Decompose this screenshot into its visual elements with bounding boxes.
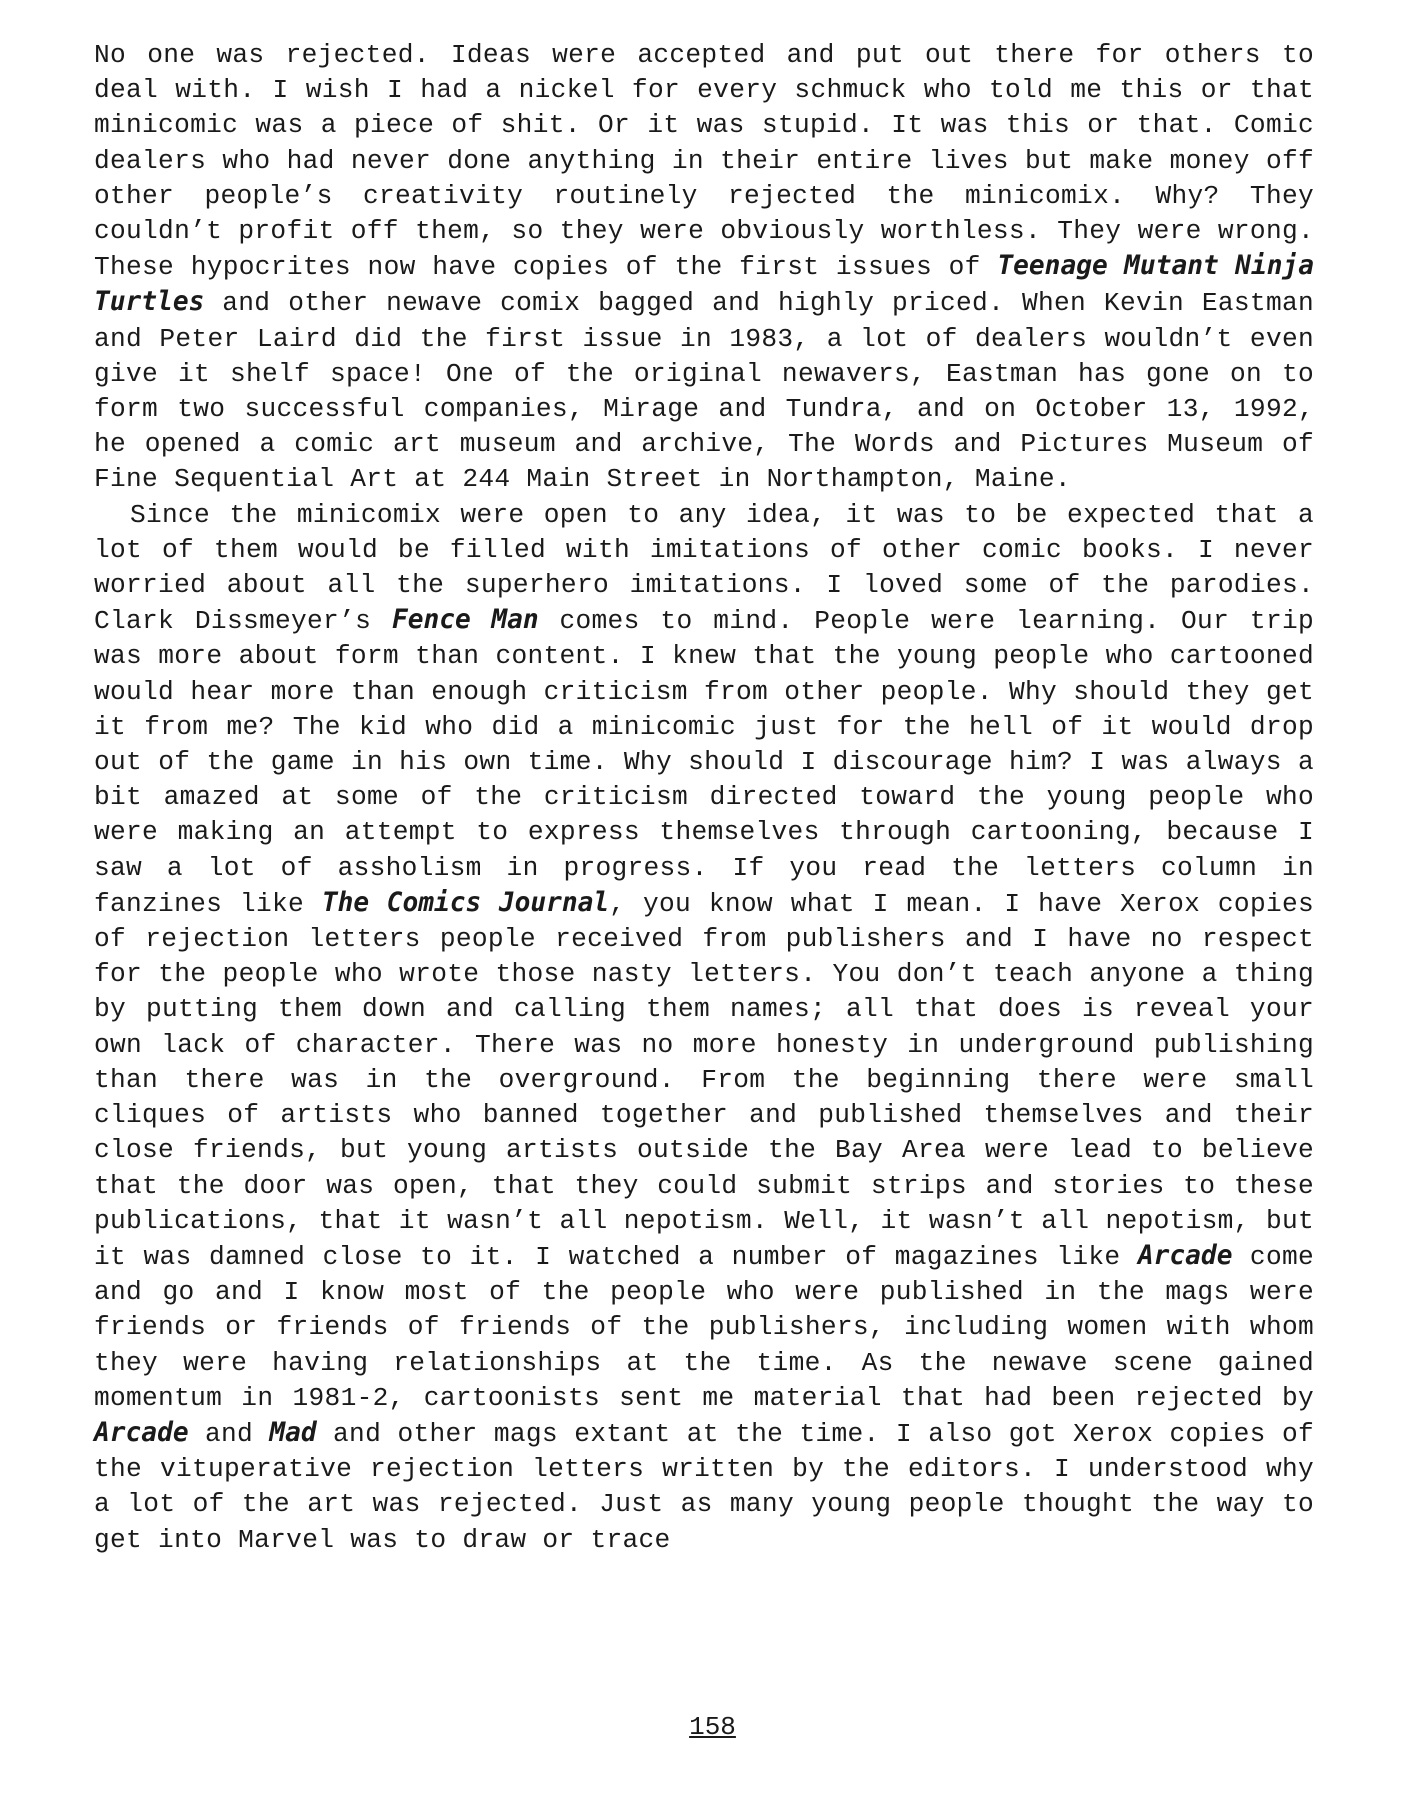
text-run: Since the minicomix were open to any idea, it was to be expected that a lot of them would be filled with imitations of other comic books. I never worried about all the superhero imitations. I loved some of the parodies. Clark Dissmeyer’s xyxy=(94,499,1314,637)
text-run: No one was rejected. Ideas were accepted and put out there for others to deal with. I wish I had a nickel for every schmuck who told me this or that minicomic was a piece of shit. Or it was stupid. It was this or that. Comic dealers who had never done anything in their entire lives but make money off other people’s creativity routinely rejected the minicomix. Why? They couldn’t profit off them, so they were obviously worthless. They were wrong. These hypocrites now have copies of the first issues of xyxy=(94,40,1314,283)
publication-title: Arcade xyxy=(94,1417,189,1448)
paragraph-2 xyxy=(94,498,1314,1558)
publication-title: Arcade xyxy=(1137,1240,1233,1271)
text-run: and other newave comix bagged and highly priced. When Kevin Eastman and Peter Laird did the first issue in 1983, a lot of dealers wouldn’t even give it shelf space! One of the original newavers, Eastman has gone on to form two successful companies, Mirage and Tundra, and on October 13, 1992, he opened a comic art museum and archive, The Words and Pictures Museum of Fine Sequential Art at 244 Main Street in Northampton, Maine. xyxy=(94,288,1314,495)
publication-title: Mad xyxy=(269,1417,317,1448)
publication-title: Fence Man xyxy=(391,605,539,636)
text-run: and xyxy=(188,1418,270,1449)
page-body xyxy=(94,38,1314,1558)
text-run: , you know what I mean. I have Xerox copies of rejection letters people received from publishers and I have no respect for the people who wrote those nasty letters. You don’t teach anyone a thing by putting them down and calling them names; all that does is reveal your own lack of character. There was no more honesty in underground publishing than there was in the overground. From the beginning there were small cliques of artists who banned together and published themselves and their close friends, but young artists outside the Bay Area were lead to believe that the door was open, that they could submit strips and stories to these publications, that it wasn’t all nepotism. Well, it wasn’t all nepotism, but it was damned close to it. I watched a number of magazines like xyxy=(94,888,1315,1272)
publication-title: Teenage Mutant Ninja Turtles xyxy=(94,251,1315,318)
text-run: and other mags extant at the time. I also got Xerox copies of the vituperative rejection letters written by the editors. I understood why a lot of the art was rejected. Just as many young people thought the way to get into Marvel was to draw or trace xyxy=(94,1418,1315,1555)
text-run: come and go and I know most of the people who were published in the mags were friends or friends of friends of the publishers, including women with whom they were having relationships at the time. As the newave scene gained momentum in 1981-2, cartoonists sent me material that had been rejected by xyxy=(94,1241,1314,1413)
publication-title: The Comics Journal xyxy=(321,887,610,918)
page-number: 158 xyxy=(689,1712,736,1742)
text-run: comes to mind. People were learning. Our trip was more about form than content. I knew that the young people who cartooned would hear more than enough criticism from other people. Why should they get it from me? The kid who did a minicomic just for the hell of it would drop out of the game in his own time. Why should I discourage him? I was always a bit amazed at some of the criticism directed toward the young people who were making an attempt to express themselves through cartooning, because I saw a lot of assholism in progress. If you read the letters column in fanzines like xyxy=(94,606,1314,919)
paragraph-1 xyxy=(94,38,1314,498)
